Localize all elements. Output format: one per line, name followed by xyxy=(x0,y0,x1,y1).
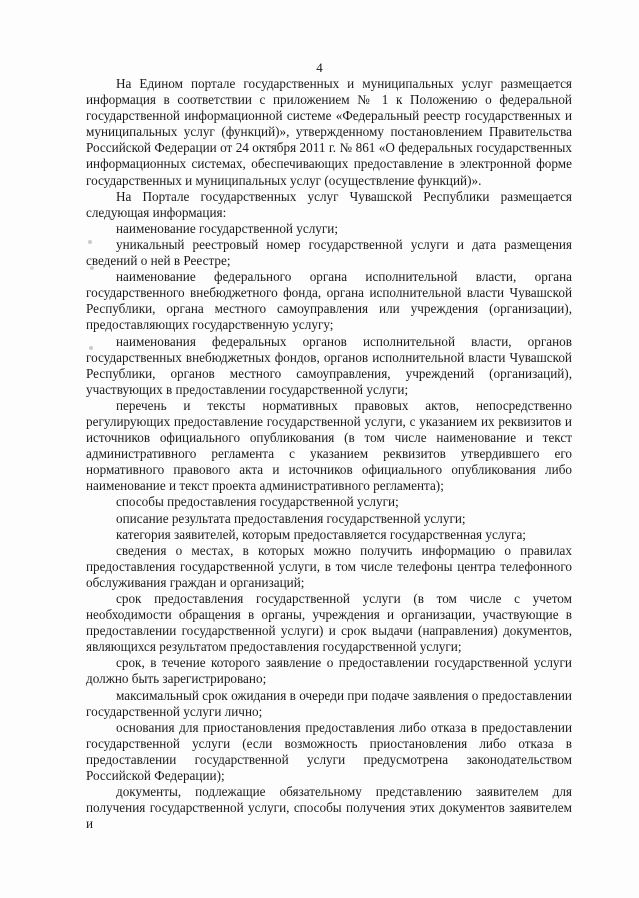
list-item: срок предоставления государственной услуги (в том числе с учетом необходимости обращения в органы, учреждения и организации, участвующие в предоставлении государственной услуги) и срок выдачи (направления) документов, являющихся результатом предоставления государственной услуги; xyxy=(86,591,572,655)
list-item: документы, подлежащие обязательному представлению заявителем для получения государственной услуги, способы получения этих документов заявителем и xyxy=(86,784,572,832)
list-item: срок, в течение которого заявление о предоставлении государственной услуги должно быть зарегистрировано; xyxy=(86,655,572,687)
list-item: наименование федерального органа исполнительной власти, органа государственного внебюджетного фонда, органа исполнительной власти Чувашской Республики, органа местного самоуправления или учреждения (организации), предоставляющих государственную услугу; xyxy=(86,269,572,333)
list-item: наименования федеральных органов исполнительной власти, органов государственных внебюджетных фондов, органов исполнительной власти Чувашской Республики, органов местного самоуправления, учреждений (организаций), участвующих в предоставлении государственной услуги; xyxy=(86,333,572,397)
list-item: основания для приостановления предоставления либо отказа в предоставлении государственной услуги (если возможность приостановления либо отказа в предоставлении государственной услуги предусмотрена законодательством Российской Федерации); xyxy=(86,719,572,784)
paragraph: На Едином портале государственных и муниципальных услуг размещается информация в соответствии с приложением № 1 к Положению о федеральной государственной информационной системе «Федеральный реестр государственных и муниципальных услуг (функций)», утвержденному постановлением Правительства Российской Федерации от 24 октября 2011 г. № 861 «О федеральных государственных информационных системах, обеспечивающих предоставление в электронной форме государственных и муниципальных услуг (осуществление функций)». xyxy=(86,76,572,188)
document-body xyxy=(86,76,572,832)
list-item: описание результата предоставления государственной услуги; xyxy=(116,510,466,526)
list-item: наименование государственной услуги; xyxy=(116,220,339,236)
list-item: сведения о местах, в которых можно получить информацию о правилах предоставления государственной услуги, в том числе телефоны центра телефонного обслуживания граждан и организаций; xyxy=(86,542,572,590)
list-item: уникальный реестровый номер государственной услуги и дата размещения сведений о ней в Реестре; xyxy=(86,236,572,269)
page-number: 4 xyxy=(316,60,323,75)
list-item: перечень и тексты нормативных правовых актов, непосредственно регулирующих предоставление государственной услуги, с указанием их реквизитов и источников официального опубликования (в том числе наименование и текст административного регламента с указанием реквизитов утвердившего его нормативного правового акта и источников официального опубликования либо наименование и текст проекта административного регламента); xyxy=(86,397,572,494)
paragraph: На Портале государственных услуг Чувашской Республики размещается следующая информация: xyxy=(86,188,572,220)
list-item: категория заявителей, которым предоставляется государственная услуга; xyxy=(116,526,526,542)
list-item: способы предоставления государственной услуги; xyxy=(116,494,399,510)
list-item: максимальный срок ожидания в очереди при подаче заявления о предоставлении государственной услуги лично; xyxy=(86,687,572,719)
